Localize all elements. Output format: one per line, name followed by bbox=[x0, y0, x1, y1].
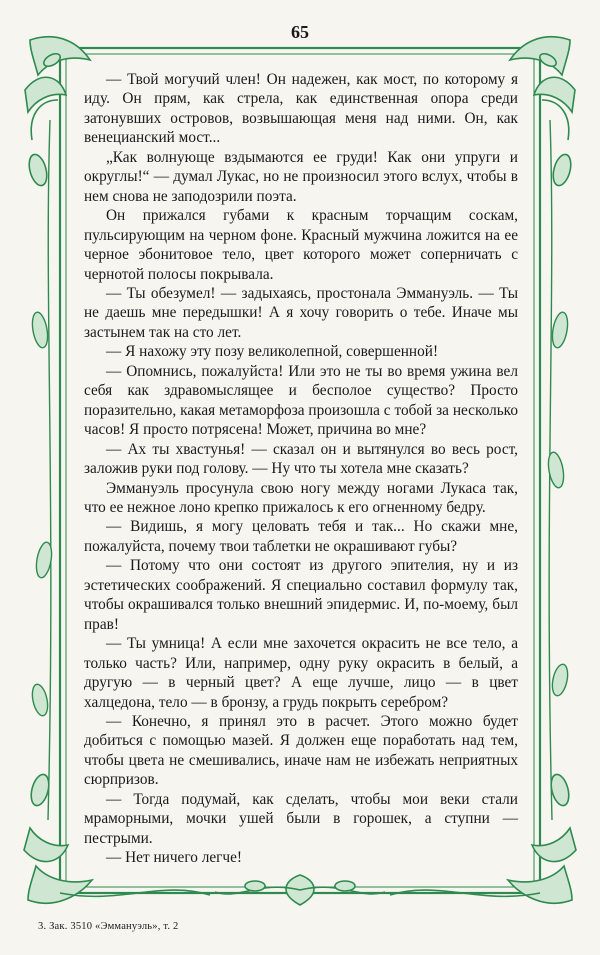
paragraph: — Видишь, я могу целовать тебя и так... Но скажи мне, пожалуйста, почему твои таблетки не окрашивают губы? bbox=[84, 518, 518, 555]
body-text bbox=[84, 70, 518, 868]
paragraph: — Конечно, я принял это в расчет. Этого можно будет добиться с помощью мазей. Я должен еще поработать над тем, чтобы цвета не смешивались, иначе нам не избежать неприятных сюрпризов. bbox=[84, 712, 518, 789]
bottom-center-ornament bbox=[215, 875, 385, 905]
paragraph: — Я нахожу эту позу великолепной, совершенной! bbox=[106, 343, 439, 361]
paragraph: Он прижался губами к красным торчащим соскам, пульсирующим на черном фоне. Красный мужчина ложится на ее черное эбонитовое тело, цвет которого может соперничать с чернотой полосы покрывала. bbox=[84, 207, 518, 283]
corner-ornament-top-left bbox=[25, 37, 90, 188]
paragraph: — Ты обезумел! — задыхаясь, простонала Эммануэль. — Ты не даешь мне передышки! А я хочу говорить о тебе. Иначе мы застынем так на сто лет. bbox=[84, 284, 518, 341]
page-number: 65 bbox=[291, 22, 309, 42]
paragraph: — Потому что они состоят из другого эпителия, ну и из эстетических соображений. Я специально составил формулу так, чтобы окрашивался только внешний эпидермис. И, по-моему, был прав! bbox=[84, 557, 518, 633]
paragraph: — Нет ничего легче! bbox=[106, 849, 242, 867]
paragraph: — Тогда подумай, как сделать, чтобы мои веки стали мраморными, мочки ушей были в горошек, а ступни — пестрыми. bbox=[84, 790, 518, 847]
paragraph: — Ты умница! А если мне захочется окрасить не все тело, а только часть? Или, например, одну руку окрасить в белый, а другую — в черный цвет? А еще лучше, лицо — в цвет халцедона, тело — в бронзу, а грудь покрыть серебром? bbox=[84, 635, 518, 711]
paragraph: — Опомнись, пожалуйста! Или это не ты во время ужина вел себя как здравомыслящее и бесполое существо? Просто поразительно, какая метаморфоза произошла с тобой за несколько часов! Я просто потрясена! Может, причина во мне? bbox=[84, 362, 518, 439]
printer-footer: 3. Зак. 3510 «Эммануэль», т. 2 bbox=[38, 921, 179, 932]
paragraph: Эммануэль просунула свою ногу между ногами Лукаса так, что ее нежное лоно крепко прижалось к его огненному бедру. bbox=[84, 479, 518, 516]
paragraph: — Твой могучий член! Он надежен, как мост, по которому я иду. Он прям, как стрела, как единственная опора среди затонувших островов, возвышающая меня над ними. Он, как венецианский мост... bbox=[84, 71, 518, 147]
paragraph: „Как волнующе вздымаются ее груди! Как они упруги и округлы!“ — думал Лукас, но не произносил этого вслух, чтобы в нем снова не заподозрили поэта. bbox=[84, 148, 518, 205]
corner-ornament-top-right bbox=[510, 37, 575, 188]
paragraph: — Ах ты хвастунья! — сказал он и вытянулся во весь рост, заложив руки под голову. — Ну что ты хотела мне сказать? bbox=[84, 440, 518, 478]
